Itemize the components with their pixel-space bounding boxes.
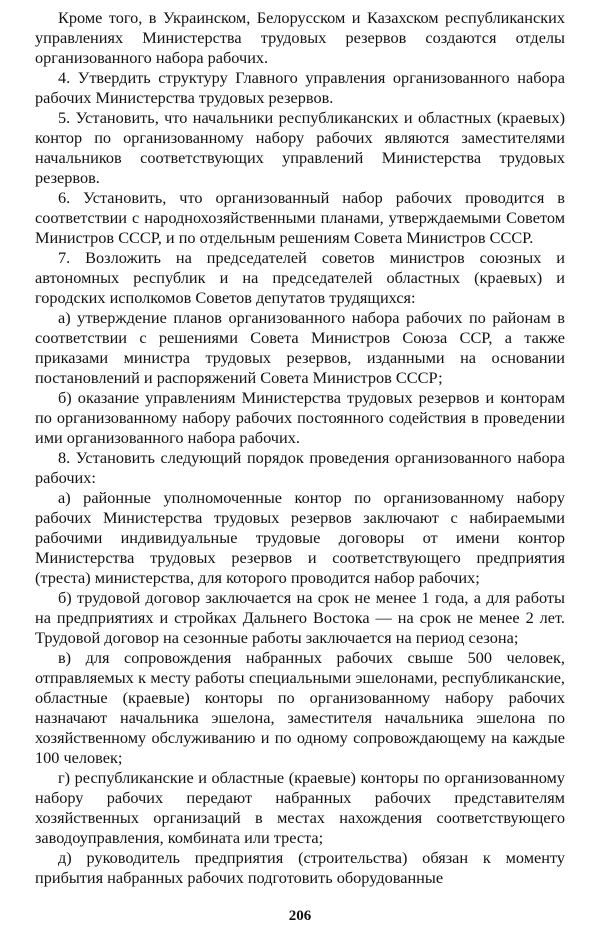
body-text xyxy=(35,8,565,888)
paragraph-item-7a: а) утверждение планов организованного набора рабочих по районам в соответствии с решениями Совета Министров Союза ССР, а также приказами министра трудовых резервов, изданными на основании постановлений и распоряжений Совета Министров СССР; xyxy=(35,308,565,387)
paragraph-item-8d: д) руководитель предприятия (строительства) обязан к моменту прибытия набранных рабочих подготовить оборудованные xyxy=(35,848,565,887)
paragraph-item-4: 4. Утвердить структуру Главного управления организованного набора рабочих Министерства трудовых резервов. xyxy=(35,68,565,107)
paragraph-intro: Кроме того, в Украинском, Белорусском и Казахском республиканских управлениях Министерства трудовых резервов создаются отделы организованного набора рабочих. xyxy=(35,8,565,67)
page-number: 206 xyxy=(288,908,312,924)
paragraph-item-7b: б) оказание управлениям Министерства трудовых резервов и конторам по организованному набору рабочих постоянного содействия в проведении ими организованного набора рабочих. xyxy=(35,388,565,447)
paragraph-item-8v: в) для сопровождения набранных рабочих свыше 500 человек, отправляемых к месту работы специальными эшелонами, республиканские, областные (краевые) конторы по организованному набору рабочих назначают начальника эшелона, заместителя начальника эшелона по хозяйственному обслуживанию и по одному сопровождающему на каждые 100 человек; xyxy=(35,648,565,767)
paragraph-item-8b: б) трудовой договор заключается на срок не менее 1 года, а для работы на предприятиях и стройках Дальнего Востока — на срок не менее 2 лет. Трудовой договор на сезонные работы заключается на период сезона; xyxy=(35,588,565,647)
paragraph-item-6: 6. Установить, что организованный набор рабочих проводится в соответствии с народнохозяйственными планами, утверждаемыми Советом Министров СССР, и по отдельным решениям Совета Министров СССР. xyxy=(35,188,565,247)
paragraph-item-8a: а) районные уполномоченные контор по организованному набору рабочих Министерства трудовых резервов заключают с набираемыми рабочими индивидуальные трудовые договоры от имени контор Министерства трудовых резервов и соответствующего предприятия (треста) министерства, для которого проводится набор рабочих; xyxy=(35,488,565,587)
document-page xyxy=(35,8,565,933)
paragraph-item-7: 7. Возложить на председателей советов министров союзных и автономных республик и на председателей областных (краевых) и городских исполкомов Советов депутатов трудящихся: xyxy=(35,248,565,307)
paragraph-item-8g: г) республиканские и областные (краевые) конторы по организованному набору рабочих передают набранных рабочих представителям хозяйственных организаций в местах нахождения соответствующего заводоуправления, комбината или треста; xyxy=(35,768,565,847)
paragraph-item-8: 8. Установить следующий порядок проведения организованного набора рабочих: xyxy=(35,448,565,487)
paragraph-item-5: 5. Установить, что начальники республиканских и областных (краевых) контор по организованному набору рабочих являются заместителями начальников соответствующих управлений Министерства трудовых резервов. xyxy=(35,108,565,187)
